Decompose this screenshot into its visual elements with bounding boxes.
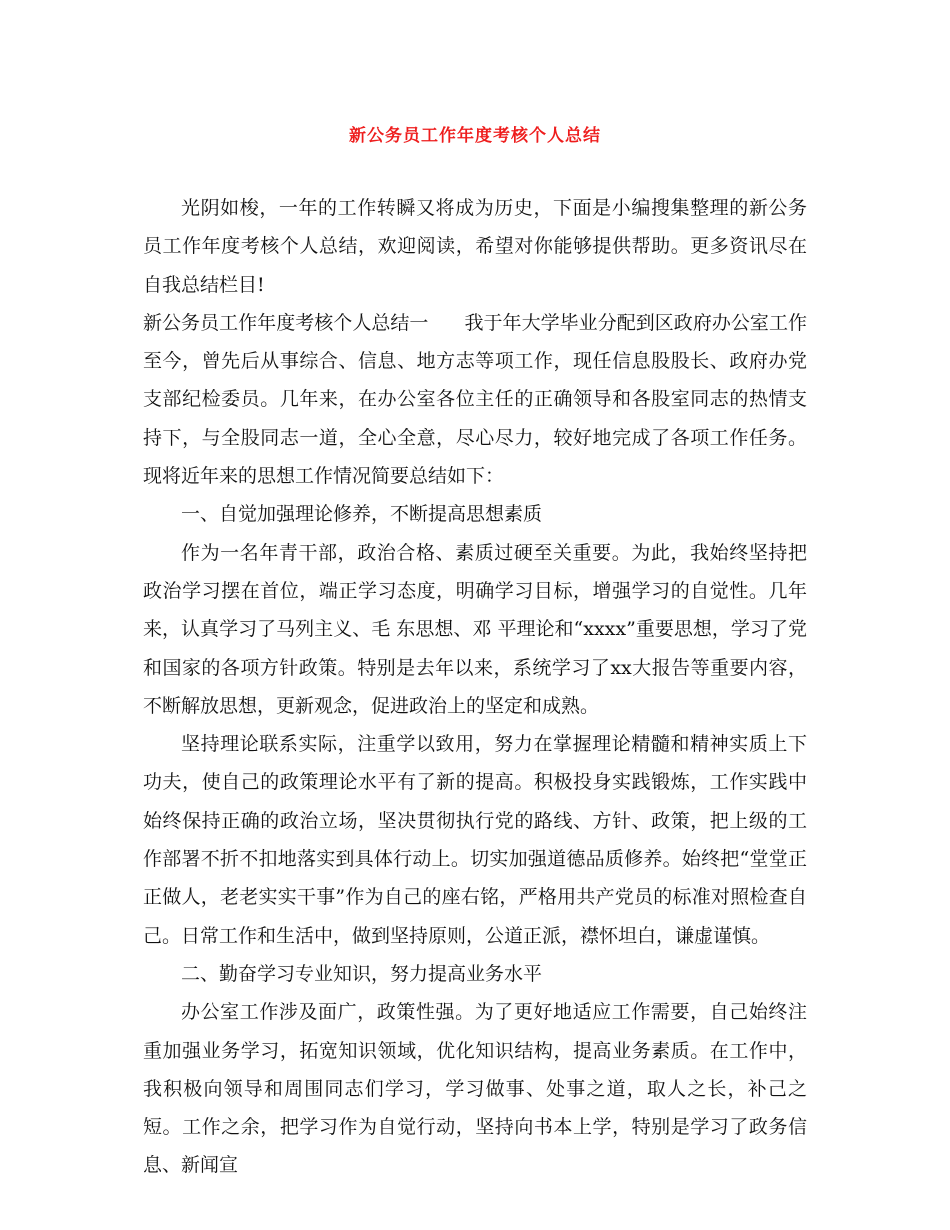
document-body	[143, 189, 807, 1185]
part-one-text: 我于年大学毕业分配到区政府办公室工作至今，曾先后从事综合、信息、地方志等项工作，现任信息股股长、政府办党支部纪检委员。几年来，在办公室各位主任的正确领导和各股室同志的热情支持下，与全股同志一道，全心全意，尽心尽力，较好地完成了各项工作任务。现将近年来的思想工作情况简要总结如下：	[143, 311, 807, 488]
document-title: 新公务员工作年度考核个人总结	[349, 126, 601, 146]
section-heading-2: 二、勤奋学习专业知识，努力提高业务水平	[181, 962, 543, 985]
part-one-label: 新公务员工作年度考核个人总结一	[143, 311, 429, 334]
body-paragraph-1: 作为一名年青干部，政治合格、素质过硬至关重要。为此，我始终坚持把政治学习摆在首位，端正学习态度，明确学习目标，增强学习的自觉性。几年来，认真学习了马列主义、毛 东思想、邓 平理论和“xxxx”重要思想，学习了党和国家的各项方针政策。特别是去年以来，系统学习了xx大报告等重要内容，不断解放思想，更新观念，促进政治上的坚定和成熟。	[143, 541, 807, 717]
section-heading-1: 一、自觉加强理论修养，不断提高思想素质	[181, 503, 543, 526]
part-one-paragraph	[143, 304, 807, 495]
body-paragraph-3: 办公室工作涉及面广，政策性强。为了更好地适应工作需要，自己始终注重加强业务学习，拓宽知识领域，优化知识结构，提高业务素质。在工作中，我积极向领导和周围同志们学习，学习做事、处事之道，取人之长，补己之短。工作之余，把学习作为自觉行动，坚持向书本上学，特别是学习了政务信息、新闻宣	[143, 1001, 807, 1177]
intro-paragraph: 光阴如梭，一年的工作转瞬又将成为历史，下面是小编搜集整理的新公务员工作年度考核个人总结，欢迎阅读，希望对你能够提供帮助。更多资讯尽在自我总结栏目!	[143, 197, 807, 296]
body-paragraph-2: 坚持理论联系实际，注重学以致用，努力在掌握理论精髓和精神实质上下功夫，使自己的政策理论水平有了新的提高。积极投身实践锻炼，工作实践中始终保持正确的政治立场，坚决贯彻执行党的路线、方针、政策，把上级的工作部署不折不扣地落实到具体行动上。切实加强道德品质修养。始终把“堂堂正正做人，老老实实干事”作为自己的座右铭，严格用共产党员的标准对照检查自己。日常工作和生活中，做到坚持原则，公道正派，襟怀坦白，谦虚谨慎。	[143, 733, 807, 947]
